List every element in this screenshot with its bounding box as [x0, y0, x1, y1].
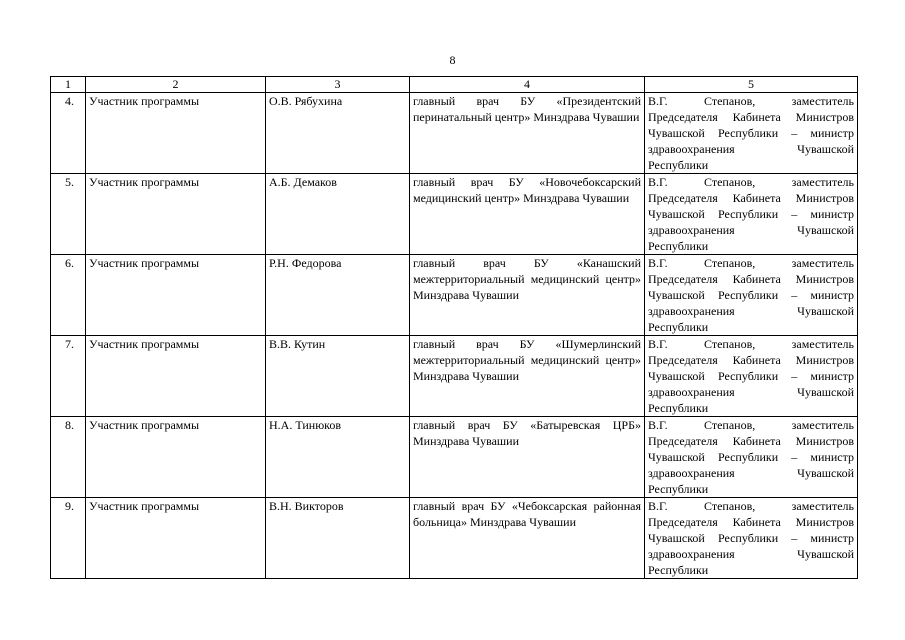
row-number: 5. [51, 174, 86, 255]
table-row [51, 255, 858, 336]
supervisor-cell: В.Г. Степанов, заместитель Председателя Кабинета Министров Чувашской Республики – министр здравоохранения Чувашской Республики [645, 498, 858, 579]
name-cell: А.Б. Демаков [266, 174, 410, 255]
header-cell: 5 [645, 77, 858, 93]
table-row [51, 498, 858, 579]
position-cell: главный врач БУ «Батыревская ЦРБ» Минздрава Чувашии [410, 417, 645, 498]
role-cell: Участник программы [86, 93, 266, 174]
header-cell: 4 [410, 77, 645, 93]
position-cell: главный врач БУ «Новочебоксарский медицинский центр» Минздрава Чувашии [410, 174, 645, 255]
name-cell: Р.Н. Федорова [266, 255, 410, 336]
program-participants-table [50, 76, 858, 579]
position-cell: главный врач БУ «Чебоксарская районная больница» Минздрава Чувашии [410, 498, 645, 579]
table-row [51, 93, 858, 174]
header-cell: 3 [266, 77, 410, 93]
supervisor-cell: В.Г. Степанов, заместитель Председателя Кабинета Министров Чувашской Республики – министр здравоохранения Чувашской Республики [645, 174, 858, 255]
position-cell: главный врач БУ «Канашский межтерриториальный медицинский центр» Минздрава Чувашии [410, 255, 645, 336]
table-row [51, 336, 858, 417]
row-number: 9. [51, 498, 86, 579]
table-row [51, 174, 858, 255]
header-cell: 1 [51, 77, 86, 93]
supervisor-cell: В.Г. Степанов, заместитель Председателя Кабинета Министров Чувашской Республики – министр здравоохранения Чувашской Республики [645, 417, 858, 498]
table-row [51, 417, 858, 498]
supervisor-cell: В.Г. Степанов, заместитель Председателя Кабинета Министров Чувашской Республики – министр здравоохранения Чувашской Республики [645, 336, 858, 417]
position-cell: главный врач БУ «Шумерлинский межтерриториальный медицинский центр» Минздрава Чувашии [410, 336, 645, 417]
role-cell: Участник программы [86, 498, 266, 579]
row-number: 8. [51, 417, 86, 498]
role-cell: Участник программы [86, 417, 266, 498]
name-cell: В.В. Кутин [266, 336, 410, 417]
supervisor-cell: В.Г. Степанов, заместитель Председателя Кабинета Министров Чувашской Республики – министр здравоохранения Чувашской Республики [645, 93, 858, 174]
role-cell: Участник программы [86, 255, 266, 336]
row-number: 4. [51, 93, 86, 174]
row-number: 6. [51, 255, 86, 336]
role-cell: Участник программы [86, 336, 266, 417]
supervisor-cell: В.Г. Степанов, заместитель Председателя Кабинета Министров Чувашской Республики – министр здравоохранения Чувашской Республики [645, 255, 858, 336]
table-header-row [51, 77, 858, 93]
name-cell: В.Н. Викторов [266, 498, 410, 579]
page-number: 8 [449, 53, 456, 67]
header-cell: 2 [86, 77, 266, 93]
name-cell: О.В. Рябухина [266, 93, 410, 174]
position-cell: главный врач БУ «Президентский перинатальный центр» Минздрава Чувашии [410, 93, 645, 174]
row-number: 7. [51, 336, 86, 417]
role-cell: Участник программы [86, 174, 266, 255]
name-cell: Н.А. Тинюков [266, 417, 410, 498]
